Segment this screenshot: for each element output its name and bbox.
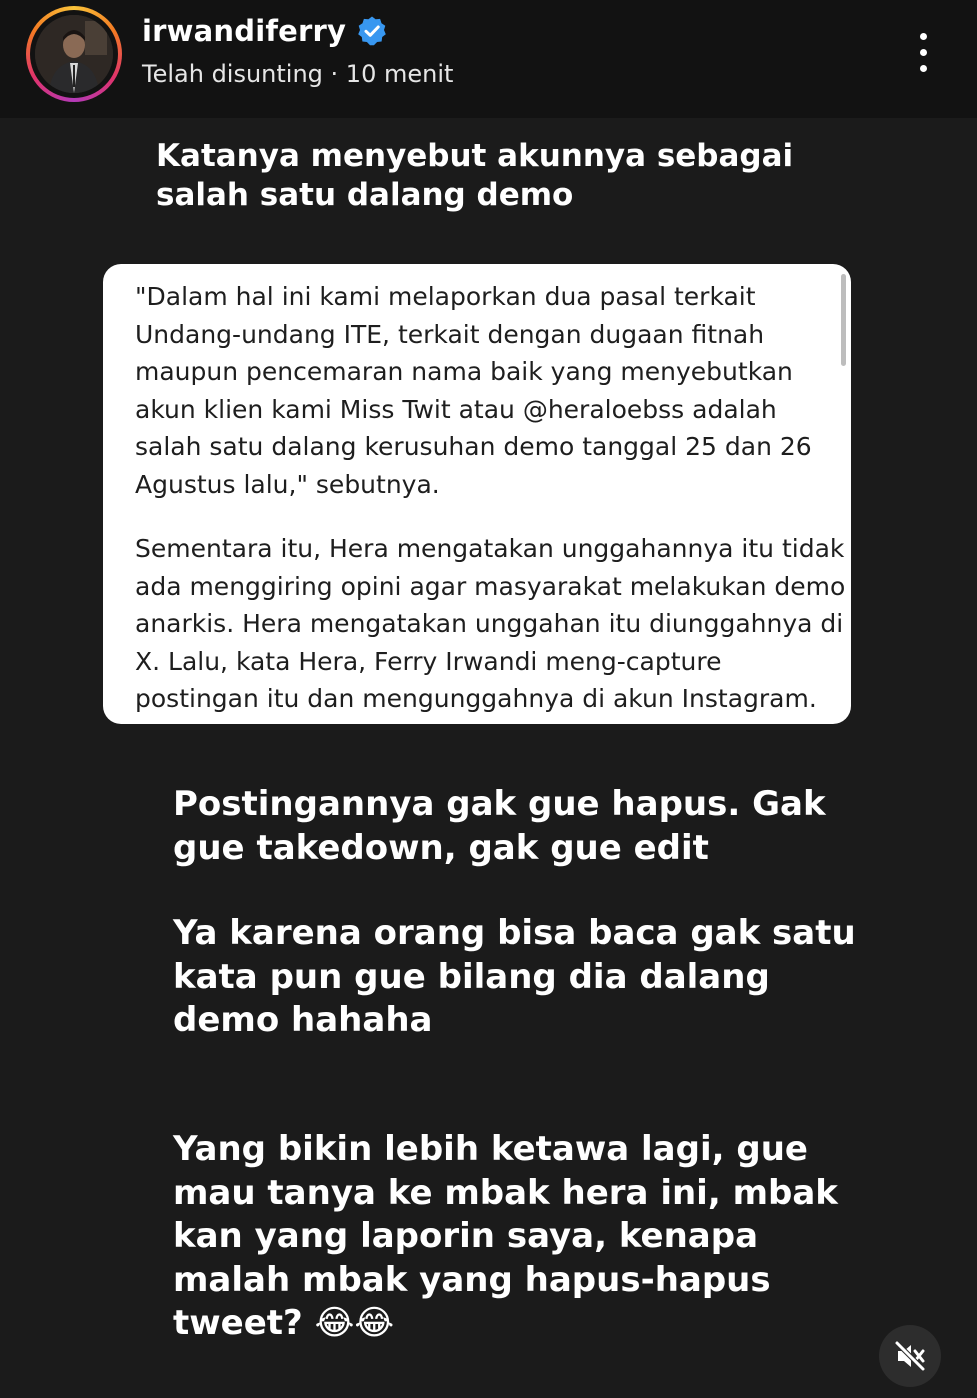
avatar-person-icon xyxy=(35,15,113,93)
caption-top: Katanya menyebut akunnya sebagai salah satu dalang demo xyxy=(156,138,794,213)
username-row xyxy=(142,14,388,48)
story-header xyxy=(0,0,977,118)
more-vertical-icon[interactable] xyxy=(910,33,936,77)
quote-paragraph-2: Sementara itu, Hera mengatakan unggahannya itu tidak ada menggiring opini agar masyarakat melakukan demo anarkis. Hera mengatakan unggahan itu diunggahnya di X. Lalu, kata Hera, Ferry Irwandi meng-capture postingan itu dan mengunggahnya di akun Instagram. xyxy=(135,534,846,713)
quote-paragraph-1: "Dalam hal ini kami melaporkan dua pasal terkait Undang-undang ITE, terkait dengan dugaan fitnah maupun pencemaran nama baik yang menyebutkan akun klien kami Miss Twit atau @heraloebss adalah salah satu dalang kerusuhan demo tanggal 25 dan 26 Agustus lalu," sebutnya. xyxy=(135,282,812,499)
news-quote-card xyxy=(103,264,851,724)
mute-button[interactable] xyxy=(879,1325,941,1387)
avatar xyxy=(35,15,113,93)
caption-1: Postingannya gak gue hapus. Gak gue takedown, gak gue edit xyxy=(173,784,826,868)
caption-2: Ya karena orang bisa baca gak satu kata pun gue bilang dia dalang demo hahaha xyxy=(173,913,856,1040)
post-meta: Telah disunting · 10 menit xyxy=(142,60,454,88)
verified-badge-icon xyxy=(356,15,388,47)
caption-3: Yang bikin lebih ketawa lagi, gue mau tanya ke mbak hera ini, mbak kan yang laporin saya, kenapa malah mbak yang hapus-hapus tweet? 😂😂 xyxy=(173,1129,838,1343)
username[interactable]: irwandiferry xyxy=(142,14,347,48)
speaker-muted-icon xyxy=(893,1339,927,1373)
story-avatar-ring[interactable] xyxy=(26,6,122,102)
card-scrollbar[interactable] xyxy=(841,274,846,366)
